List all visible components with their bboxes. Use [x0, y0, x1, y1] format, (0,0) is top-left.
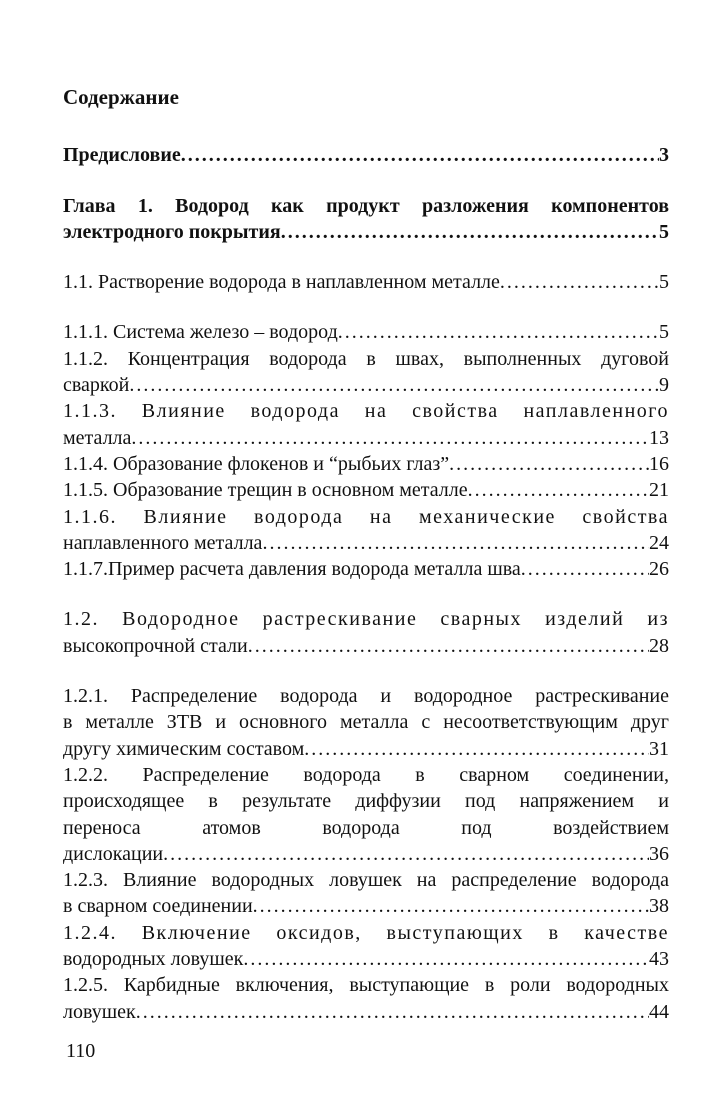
toc-entry-text: металла	[63, 426, 132, 449]
toc-entry-text: ловушек	[63, 1000, 136, 1023]
toc-entry-last-line	[63, 425, 669, 451]
toc-entry-text: дислокации	[63, 842, 164, 865]
toc-page-number: 3	[659, 144, 669, 167]
table-of-contents	[63, 84, 669, 1025]
toc-entry-last-line	[63, 841, 669, 867]
toc-page-number: 21	[649, 479, 669, 502]
toc-entry-last-line	[63, 736, 669, 762]
toc-entry-last-line	[63, 372, 669, 398]
dot-leader	[521, 556, 649, 582]
toc-entry-line: 1.2.3. Влияние водородных ловушек на распределение водорода	[63, 869, 669, 892]
toc-entries	[63, 142, 669, 1025]
toc-entry-text: 1.1.4. Образование флокенов и “рыбьих глаз”	[63, 452, 450, 475]
toc-entry-line: 1.1.3. Влияние водорода на свойства наплавленного	[63, 400, 669, 423]
dot-leader	[449, 451, 649, 477]
toc-page-number: 5	[659, 220, 669, 243]
dot-leader	[181, 142, 659, 168]
dot-leader	[468, 477, 649, 503]
dot-leader	[338, 319, 659, 345]
dot-leader	[248, 633, 649, 659]
toc-entry	[63, 972, 669, 1025]
toc-entry-last-line	[63, 319, 669, 345]
toc-page-number: 13	[649, 426, 669, 449]
toc-entry-last-line	[63, 946, 669, 972]
toc-entry-line: 1.2.2. Распределение водорода в сварном соединении,	[63, 763, 669, 786]
toc-entry	[63, 142, 669, 168]
toc-entry	[63, 346, 669, 399]
toc-page-number: 26	[649, 558, 669, 581]
toc-page-number: 5	[659, 271, 669, 294]
toc-entry-last-line	[63, 893, 669, 919]
toc-page-number: 28	[649, 634, 669, 657]
toc-entry-last-line	[63, 142, 669, 168]
toc-entry	[63, 477, 669, 503]
toc-entry-line: 1.2.5. Карбидные включения, выступающие в роли водородных	[63, 974, 669, 997]
toc-entry	[63, 762, 669, 867]
toc-entry-line: 1.2.4. Включение оксидов, выступающих в качестве	[63, 921, 669, 944]
dot-leader	[136, 999, 649, 1025]
toc-entry-line: 1.2.1. Распределение водорода и водородное растрескивание	[63, 685, 669, 708]
toc-page-number: 9	[659, 374, 669, 397]
toc-entry-last-line	[63, 530, 669, 556]
toc-entry	[63, 556, 669, 582]
toc-title: Содержание	[63, 85, 179, 109]
toc-entry-line: переноса атомов водорода под воздействием	[63, 816, 669, 839]
toc-entry-text: водородных ловушек	[63, 948, 244, 971]
toc-entry-last-line	[63, 556, 669, 582]
toc-entry-last-line	[63, 633, 669, 659]
dot-leader	[500, 269, 659, 295]
toc-entry-text: другу химическим составом	[63, 737, 305, 760]
dot-leader	[129, 372, 659, 398]
toc-page-number: 24	[649, 531, 669, 554]
toc-entry-line: 1.1.6. Влияние водорода на механические свойства	[63, 505, 669, 528]
dot-leader	[243, 946, 649, 972]
toc-entry-text: в сварном соединении	[63, 895, 253, 918]
toc-entry-line: в металле ЗТВ и основного металла с несоответствующим друг	[63, 711, 669, 734]
toc-page-number: 43	[649, 948, 669, 971]
dot-leader	[131, 425, 649, 451]
toc-entry	[63, 504, 669, 557]
toc-entry-text: высокопрочной стали	[63, 634, 248, 657]
toc-entry-text: сваркой	[63, 374, 130, 397]
dot-leader	[253, 893, 649, 919]
toc-page-number: 44	[649, 1000, 669, 1023]
toc-entry-line: 1.1.2. Концентрация водорода в швах, выполненных дуговой	[63, 347, 669, 370]
toc-entry-last-line	[63, 477, 669, 503]
dot-leader	[262, 530, 649, 556]
toc-entry-text: 1.1.1. Система железо – водород	[63, 321, 338, 344]
toc-entry	[63, 606, 669, 659]
toc-entry	[63, 319, 669, 345]
dot-leader	[281, 219, 659, 245]
toc-entry-last-line	[63, 451, 669, 477]
toc-entry	[63, 398, 669, 451]
toc-page-number: 31	[649, 737, 669, 760]
toc-entry-text: 1.1.5. Образование трещин в основном металле	[63, 479, 468, 502]
toc-entry	[63, 269, 669, 295]
toc-entry-text: электродного покрытия	[63, 220, 281, 243]
toc-entry	[63, 451, 669, 477]
toc-page-number: 16	[649, 452, 669, 475]
toc-entry-last-line	[63, 219, 669, 245]
dot-leader	[163, 841, 649, 867]
page-number: 110	[66, 1040, 96, 1062]
toc-entry-last-line	[63, 269, 669, 295]
dot-leader	[304, 736, 649, 762]
toc-entry-line: происходящее в результате диффузии под напряжением и	[63, 790, 669, 813]
toc-entry-text: наплавленного металла	[63, 531, 263, 554]
toc-entry	[63, 193, 669, 246]
toc-page-number: 38	[649, 895, 669, 918]
toc-entry-last-line	[63, 999, 669, 1025]
toc-entry-text: 1.1. Растворение водорода в наплавленном металле	[63, 271, 500, 294]
toc-entry	[63, 920, 669, 973]
toc-entry-line: 1.2. Водородное растрескивание сварных изделий из	[63, 608, 669, 631]
toc-entry-line: Глава 1. Водород как продукт разложения компонентов	[63, 194, 669, 217]
toc-entry-text: 1.1.7.Пример расчета давления водорода металла шва	[63, 558, 521, 581]
toc-page-number: 5	[659, 321, 669, 344]
toc-page-number: 36	[649, 842, 669, 865]
toc-entry	[63, 683, 669, 762]
toc-entry	[63, 867, 669, 920]
toc-entry-text: Предисловие	[63, 144, 181, 167]
